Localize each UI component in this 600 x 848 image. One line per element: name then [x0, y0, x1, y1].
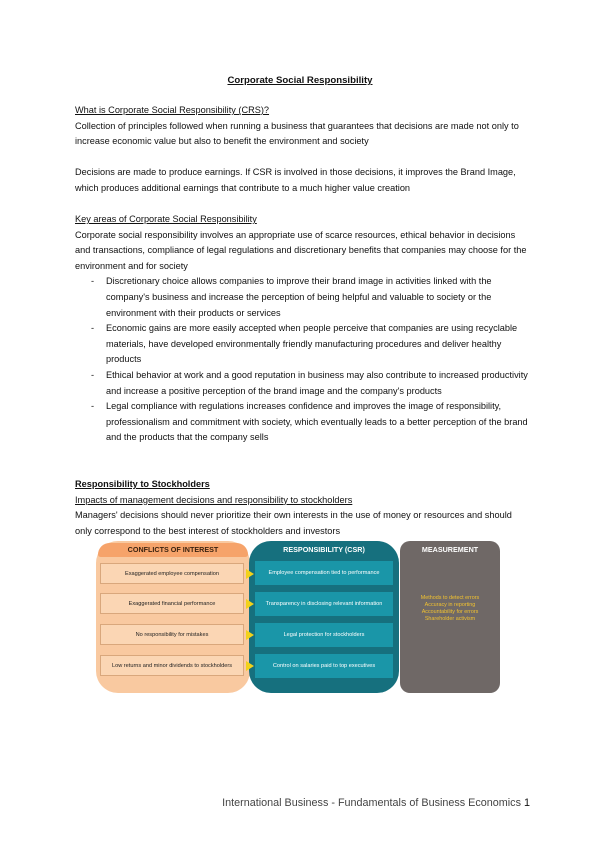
paragraph: Collection of principles followed when running a business that guarantees that decisions are made not only to increase economic value but also to benefit the environment and society: [75, 120, 519, 147]
csr-diagram: [96, 541, 500, 693]
responsibility-item: Transparency in disclosing relevant information: [255, 592, 393, 616]
responsibility-column: [249, 541, 399, 693]
list-item: - Legal compliance with regulations increases confidence and improves the image of responsibility, professionalism and commitment with society, which eventually leads to a better perception of the brand and the products that the company sells: [75, 399, 530, 446]
measurement-column: [400, 541, 500, 693]
arrow-right-icon: [246, 599, 254, 609]
bullet-list: [75, 274, 530, 446]
measurement-item: Methods to detect errors: [420, 595, 480, 601]
measurement-item: Accuracy in reporting: [424, 602, 476, 608]
section-subheading: Impacts of management decisions and responsibility to stockholders: [75, 494, 353, 505]
measurement-title: MEASUREMENT: [421, 545, 479, 554]
arrow-right-icon: [246, 630, 254, 640]
responsibility-item: Control on salaries paid to top executives: [255, 654, 393, 678]
page-number: 1: [523, 797, 530, 809]
responsibility-item: Legal protection for stockholders: [255, 623, 393, 647]
conflicts-column: [96, 541, 250, 693]
conflict-item: Low returns and minor dividends to stockholders: [100, 655, 244, 676]
section-heading: What is Corporate Social Responsibility (CRS)?: [75, 105, 270, 115]
measurement-item: Accountability for errors: [421, 609, 479, 615]
footer-text: International Business - Fundamentals of Business Economics: [222, 797, 521, 809]
page-title: Corporate Social Responsibility: [227, 75, 373, 86]
conflict-item: Exaggerated employee compensation: [100, 563, 244, 584]
conflict-item: No responsibility for mistakes: [100, 624, 244, 645]
conflicts-title: CONFLICTS OF INTEREST: [98, 543, 248, 557]
page-footer: [222, 797, 530, 809]
paragraph: Managers' decisions should never prioritize their own interests in the use of money or resources and should only correspond to the best interest of stockholders and investors: [75, 510, 512, 536]
arrow-right-icon: [246, 569, 254, 579]
section-key-areas: [75, 212, 530, 446]
list-item: - Discretionary choice allows companies to improve their brand image in activities linked with the company's business and increase the perception of being helpful and valuable to society or the environment with their products or services: [75, 274, 530, 321]
list-item: - Ethical behavior at work and a good reputation in business may also contribute to increased productivity and increase a positive perception of the brand image and the company's products: [75, 368, 530, 399]
arrow-right-icon: [246, 661, 254, 671]
section-stockholders: [75, 477, 530, 539]
section-heading: Responsibility to Stockholders: [75, 479, 210, 489]
responsibility-title: RESPONSIBILITY (CSR): [283, 545, 365, 554]
paragraph: Corporate social responsibility involves an appropriate use of scarce resources, ethical behavior in decisions and transactions, compliance of legal regulations and discretionary benefits that companies may choose for the environment and for society: [75, 229, 527, 271]
measurement-list: [404, 595, 496, 623]
list-item: - Economic gains are more easily accepted when people perceive that companies are using recyclable materials, have developed environmentally friendly manufacturing procedures and deliver healthy products: [75, 321, 530, 368]
responsibility-item: Employee compensation tied to performance: [255, 561, 393, 585]
section-heading: Key areas of Corporate Social Responsibility: [75, 214, 257, 224]
paragraph: Decisions are made to produce earnings. If CSR is involved in those decisions, it improves the Brand Image, which produces additional earnings that contribute to a much higher value creation: [75, 167, 516, 193]
conflict-item: Exaggerated financial performance: [100, 593, 244, 614]
section-what-is-csr: [75, 103, 530, 197]
measurement-item: Shareholder activism: [424, 616, 476, 622]
